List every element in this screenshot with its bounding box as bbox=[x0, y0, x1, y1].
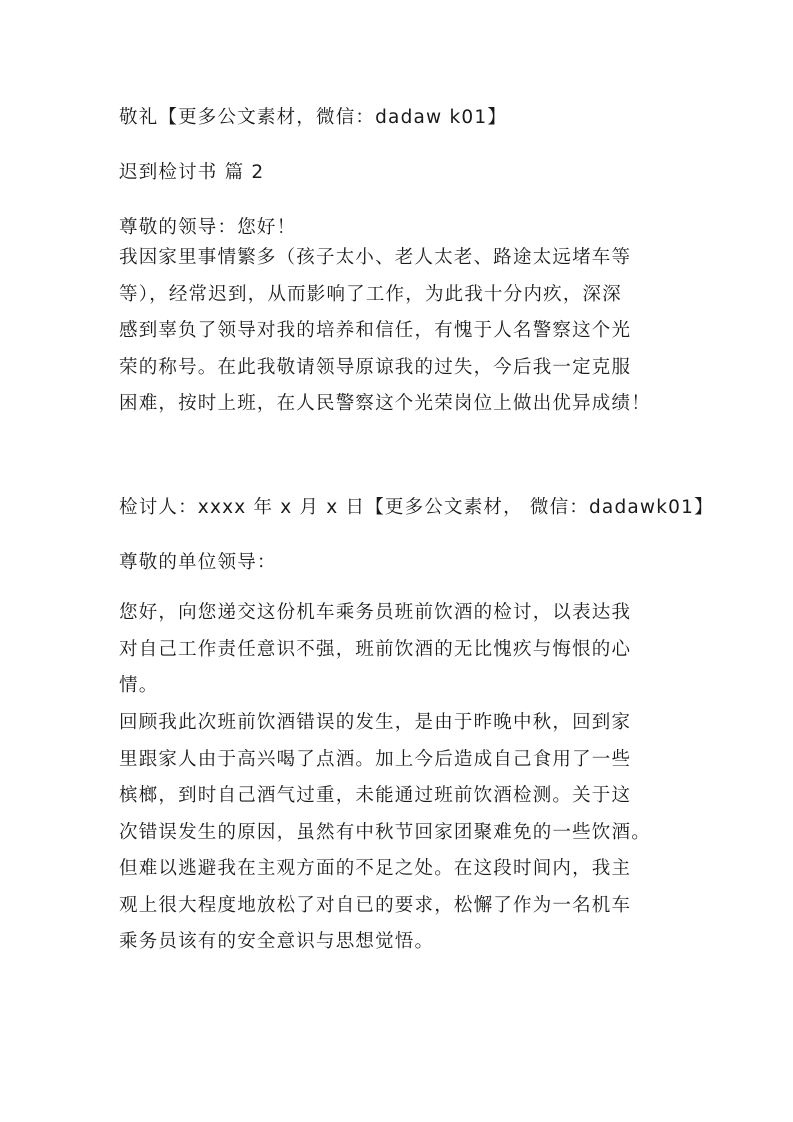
paragraph-line: 回顾我此次班前饮酒错误的发生，是由于昨晚中秋，回到家 bbox=[119, 712, 632, 733]
paragraph-line: 荣的称号。在此我敬请领导原谅我的过失，今后我一定克服 bbox=[119, 356, 632, 378]
paragraph-apology bbox=[119, 595, 694, 705]
paragraph-line: 我因家里事情繁多（孩子太小、老人太老、路途太远堵车等 bbox=[119, 247, 632, 268]
paragraph-line: 对自己工作责任意识不强，班前饮酒的无比愧疚与悔恨的心 bbox=[119, 638, 632, 660]
salutation-leader: 尊敬的领导：您好！ bbox=[119, 217, 297, 238]
paragraph-lateness bbox=[119, 240, 694, 423]
paragraph-line: 里跟家人由于高兴喝了点酒。加上今后造成自己食用了一些 bbox=[119, 748, 632, 770]
paragraph-line: 感到辜负了领导对我的培养和信任，有愧于人名警察这个光 bbox=[119, 320, 632, 341]
section-title: 迟到检讨书 篇 2 bbox=[119, 162, 265, 183]
paragraph-line: 困难，按时上班，在人民警察这个光荣岗位上做出优异成绩！ bbox=[119, 393, 651, 414]
paragraph-line: 槟榔，到时自己酒气过重，未能通过班前饮酒检测。关于这 bbox=[119, 785, 632, 806]
paragraph-line: 等），经常迟到，从而影响了工作，为此我十分内疚，深深 bbox=[119, 283, 622, 305]
paragraph-line: 但难以逃避我在主观方面的不足之处。在这段时间内，我主 bbox=[119, 858, 632, 879]
salutation-unit-leader: 尊敬的单位领导： bbox=[119, 552, 277, 573]
paragraph-line: 次错误发生的原因，虽然有中秋节回家团聚难免的一些饮酒。 bbox=[119, 821, 651, 843]
paragraph-review bbox=[119, 705, 694, 961]
paragraph-line: 您好，向您递交这份机车乘务员班前饮酒的检讨，以表达我 bbox=[119, 602, 632, 623]
closing-line: 敬礼【更多公文素材，微信：dadaw k01】 bbox=[119, 107, 508, 128]
paragraph-line: 观上很大程度地放松了对自已的要求，松懈了作为一名机车 bbox=[119, 894, 632, 916]
signature-line: 检讨人：xxxx 年 x 月 x 日【更多公文素材， 微信：dadawk01】 bbox=[119, 497, 714, 518]
paragraph-line: 乘务员该有的安全意识与思想觉悟。 bbox=[119, 931, 435, 952]
paragraph-line: 情。 bbox=[119, 675, 159, 696]
